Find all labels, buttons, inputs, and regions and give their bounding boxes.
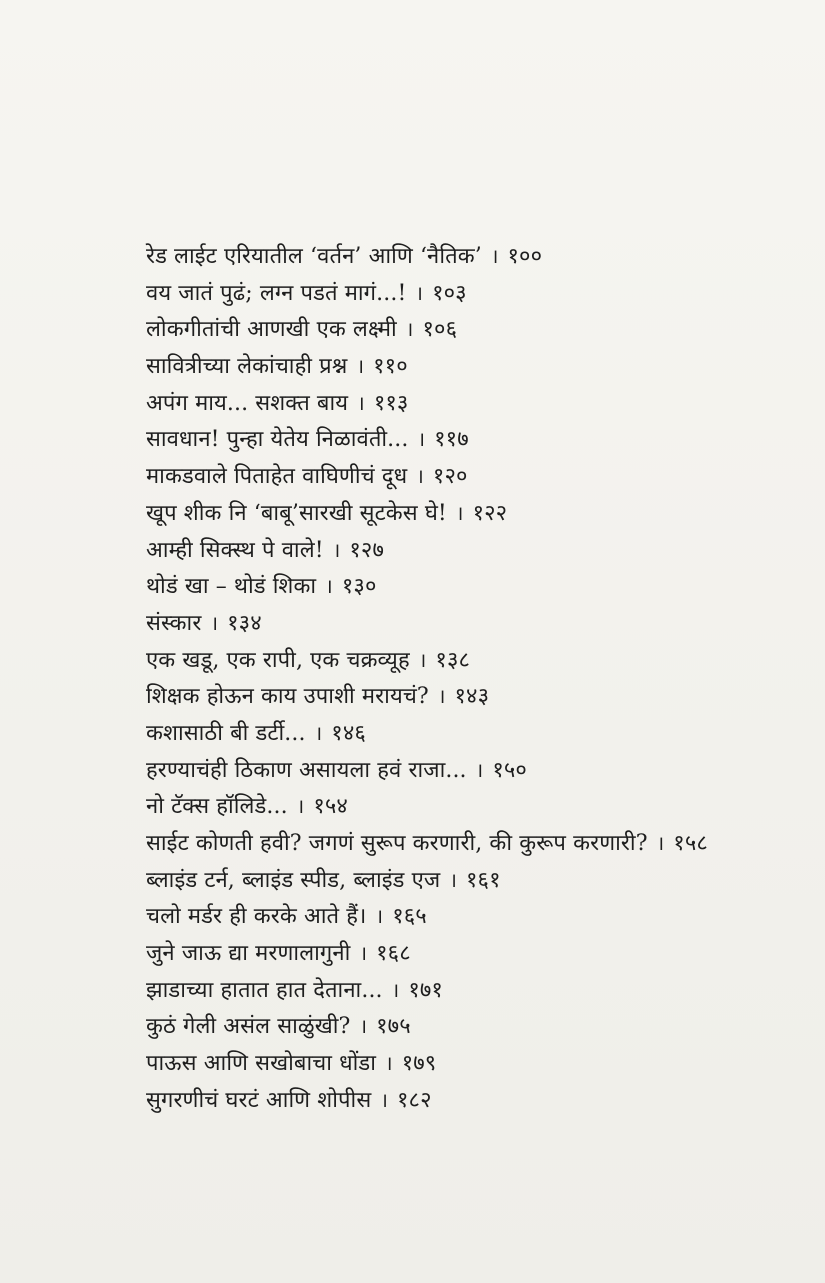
toc-separator: । <box>656 831 665 855</box>
toc-entry-title: ब्लाइंड टर्न, ब्लाइंड स्पीड, ब्लाइंड एज <box>146 867 441 893</box>
toc-entry <box>146 532 806 569</box>
toc-separator: । <box>357 390 365 415</box>
toc-page-number: १६१ <box>466 867 501 893</box>
toc-page-number: १६८ <box>376 941 411 967</box>
toc-separator: । <box>314 720 323 745</box>
toc-separator: । <box>418 647 427 672</box>
toc-separator: । <box>356 354 365 379</box>
toc-entry-title: झाडाच्या हातात हात देताना... <box>146 977 383 1003</box>
toc-entry-title: थोडं खा – थोडं शिका <box>146 574 317 600</box>
toc-entry-title: सुगरणीचं घरटं आणि शोपीस <box>146 1087 372 1113</box>
toc-entry-title: लोकगीतांची आणखी एक लक्ष्मी <box>146 317 397 343</box>
toc-entry-title: रेड लाईट एरियातील ‘वर्तन’ आणि ‘नैतिक’ <box>146 244 482 269</box>
toc-entry-title: हरण्याचंही ठिकाण असायला हवं राजा... <box>146 757 467 783</box>
toc-separator: । <box>416 464 424 489</box>
toc-entry <box>146 825 806 862</box>
toc-page-number: १६५ <box>392 904 427 930</box>
toc-page-number: १४३ <box>454 684 490 710</box>
toc-entry-title: नो टॅक्स हॉलिडे... <box>146 794 288 820</box>
toc-entry-title: साईट कोणती हवी? जगणं सुरूप करणारी, की कुरूप करणारी? <box>146 831 648 856</box>
toc-separator: । <box>210 610 219 635</box>
toc-entry <box>146 1082 806 1119</box>
toc-separator: । <box>375 904 384 929</box>
toc-entry-title: संस्कार <box>146 610 202 636</box>
toc-page-number: १४६ <box>331 720 366 746</box>
toc-entry-title: माकडवाले पिताहेत वाघिणीचं दूध <box>146 464 408 490</box>
toc-page-number: ११७ <box>434 427 469 453</box>
toc-page-number: १३४ <box>227 610 262 636</box>
toc-entry-title: एक खडू, एक रापी, एक चक्रव्यूह <box>146 647 410 673</box>
toc-separator: । <box>417 427 426 452</box>
toc-separator: । <box>359 1014 368 1039</box>
toc-separator: । <box>332 537 341 562</box>
toc-page-number: १५८ <box>673 831 708 856</box>
toc-entry <box>146 642 806 679</box>
toc-separator: । <box>385 1051 393 1076</box>
toc-separator: । <box>449 867 458 892</box>
toc-entry <box>146 972 806 1009</box>
toc-entry-title: सावधान! पुन्हा येतेय निळावंती... <box>146 427 409 453</box>
toc-entry-title: अपंग माय... सशक्त बाय <box>146 390 349 416</box>
toc-entry <box>146 348 806 385</box>
toc-entry <box>146 715 806 752</box>
toc-page-number: १०३ <box>432 280 467 306</box>
toc-separator: । <box>296 794 305 819</box>
toc-page-number: १५४ <box>313 794 348 820</box>
toc-entry-title: चलो मर्डर ही करके आते हैं। <box>146 904 367 930</box>
toc-separator: । <box>391 977 400 1002</box>
toc-entry <box>146 421 806 458</box>
toc-entry <box>146 275 806 312</box>
toc-entry-title: वय जातं पुढं; लग्न पडतं मागं...! <box>146 280 407 306</box>
toc-entry-title: सावित्रीच्या लेकांचाही प्रश्न <box>146 354 348 380</box>
toc-entry <box>146 238 806 275</box>
toc-page-number: १२० <box>432 464 468 490</box>
toc-entry <box>146 605 806 642</box>
toc-page-number: ११० <box>373 354 408 380</box>
toc-entry <box>146 788 806 825</box>
toc-entry-title: कुठं गेली असंल साळुंखी? <box>146 1014 351 1040</box>
toc-entry <box>146 678 806 715</box>
toc-entry-title: आम्ही सिक्स्थ पे वाले! <box>146 537 324 563</box>
toc-entry <box>146 458 806 495</box>
toc-entry <box>146 1008 806 1045</box>
toc-page-number: १८२ <box>397 1087 432 1113</box>
toc-page-number: १७९ <box>401 1051 437 1077</box>
toc-separator: । <box>415 280 424 305</box>
toc-entry <box>146 862 806 899</box>
table-of-contents <box>146 238 806 1119</box>
toc-entry <box>146 385 806 422</box>
toc-separator: । <box>490 244 499 268</box>
toc-entry <box>146 311 806 348</box>
toc-entry-title: जुने जाऊ द्या मरणालागुनी <box>146 941 351 967</box>
toc-entry <box>146 752 806 789</box>
toc-separator: । <box>359 941 368 966</box>
toc-separator: । <box>455 500 464 525</box>
toc-separator: । <box>380 1087 388 1112</box>
toc-page-number: १७५ <box>376 1014 411 1040</box>
toc-entry <box>146 898 806 935</box>
toc-page-number: १२७ <box>349 537 384 563</box>
toc-entry <box>146 935 806 972</box>
toc-page-number: १५० <box>492 757 527 783</box>
toc-page-number: १०६ <box>422 317 458 343</box>
toc-entry <box>146 1045 806 1082</box>
toc-page-number: १०० <box>507 244 543 269</box>
toc-entry-title: खूप शीक नि ‘बाबू’सारखी सूटकेस घे! <box>146 500 447 526</box>
toc-page-number: १२२ <box>472 500 508 526</box>
toc-separator: । <box>325 574 333 599</box>
toc-entry-title: शिक्षक होऊन काय उपाशी मरायचं? <box>146 684 429 710</box>
toc-page-number: १७१ <box>408 977 443 1003</box>
toc-entry-title: पाऊस आणि सखोबाचा धोंडा <box>146 1051 376 1077</box>
toc-page-number: १३० <box>341 574 377 600</box>
toc-separator: । <box>405 317 414 342</box>
toc-page-number: ११३ <box>373 390 409 416</box>
toc-page-number: १३८ <box>435 647 471 673</box>
toc-separator: । <box>475 757 484 782</box>
toc-entry <box>146 495 806 532</box>
toc-entry-title: कशासाठी बी डर्टी... <box>146 720 306 746</box>
toc-entry <box>146 568 806 605</box>
toc-separator: । <box>437 684 446 709</box>
